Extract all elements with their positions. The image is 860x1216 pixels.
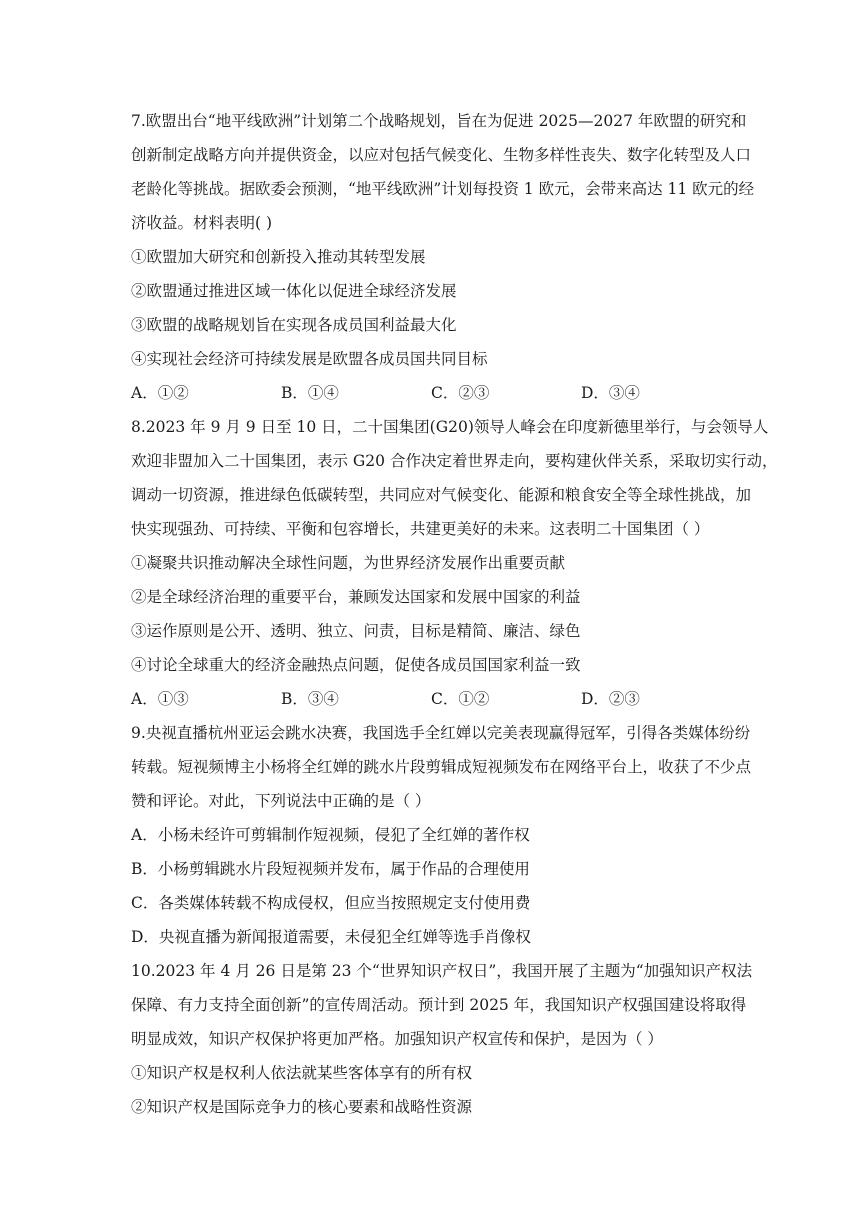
statement-option: ②欧盟通过推进区域一体化以促进全球经济发展 <box>131 282 457 300</box>
statement-option: ②是全球经济治理的重要平台，兼顾发达国家和发展中国家的利益 <box>131 588 581 606</box>
choice-c[interactable]: C．①② <box>431 690 490 708</box>
question-stem-line: 调动一切资源，推进绿色低碳转型，共同应对气候变化、能源和粮食安全等全球性挑战，加 <box>131 486 752 504</box>
question-8 <box>131 410 778 716</box>
exam-page <box>131 104 778 1124</box>
choice-d[interactable]: D．③④ <box>581 384 640 402</box>
question-9 <box>131 716 752 954</box>
statement-option: ①欧盟加大研究和创新投入推动其转型发展 <box>131 248 426 266</box>
choice-a[interactable]: A．①③ <box>131 690 189 708</box>
question-stem-line: 8.2023 年 9 月 9 日至 10 日，二十国集团(G20)领导人峰会在印度新德里举行，与会领导人 <box>131 418 769 436</box>
statement-option: ③运作原则是公开、透明、独立、问责，目标是精简、廉洁、绿色 <box>131 622 581 640</box>
question-stem-line: 快实现强劲、可持续、平衡和包容增长，共建更美好的未来。这表明二十国集团（ ） <box>131 520 710 538</box>
choice-a[interactable]: A．小杨未经许可剪辑制作短视频，侵犯了全红婵的著作权 <box>131 826 530 844</box>
choice-a[interactable]: A．①② <box>131 384 189 402</box>
answer-choices <box>131 376 731 410</box>
choice-c[interactable]: C．各类媒体转载不构成侵权，但应当按照规定支付使用费 <box>131 894 531 912</box>
answer-choices <box>131 682 731 716</box>
choice-d[interactable]: D．央视直播为新闻报道需要，未侵犯全红婵等选手肖像权 <box>131 928 531 946</box>
statement-option: ④实现社会经济可持续发展是欧盟各成员国共同目标 <box>131 350 488 368</box>
question-stem-line: 欢迎非盟加入二十国集团，表示 G20 合作决定着世界走向，要构建伙伴关系，采取切实行动， <box>131 452 778 470</box>
statement-option: ②知识产权是国际竞争力的核心要素和战略性资源 <box>131 1098 473 1116</box>
choice-b[interactable]: B．③④ <box>281 690 339 708</box>
choice-b[interactable]: B．①④ <box>281 384 339 402</box>
choice-b[interactable]: B．小杨剪辑跳水片段短视频并发布，属于作品的合理使用 <box>131 860 530 878</box>
question-stem-line: 创新制定战略方向并提供资金，以应对包括气候变化、生物多样性丧失、数字化转型及人口 <box>131 146 752 164</box>
statement-option: ①凝聚共识推动解决全球性问题，为世界经济发展作出重要贡献 <box>131 554 566 572</box>
question-stem-line: 老龄化等挑战。据欧委会预测，“地平线欧洲”计划每投资 1 欧元，会带来高达 11 欧元的经 <box>131 180 755 198</box>
statement-option: ③欧盟的战略规划旨在实现各成员国利益最大化 <box>131 316 457 334</box>
question-7 <box>131 104 755 410</box>
choice-d[interactable]: D．②③ <box>581 690 640 708</box>
question-stem-line: 转载。短视频博主小杨将全红婵的跳水片段剪辑成短视频发布在网络平台上，收获了不少点 <box>131 758 752 776</box>
question-stem-line: 明显成效，知识产权保护将更加严格。加强知识产权宣传和保护，是因为（ ） <box>131 1030 663 1048</box>
choice-c[interactable]: C．②③ <box>431 384 490 402</box>
statement-option: ①知识产权是权利人依法就某些客体享有的所有权 <box>131 1064 473 1082</box>
question-stem-line: 赞和评论。对此，下列说法中正确的是（ ） <box>131 792 431 810</box>
question-stem-line: 10.2023 年 4 月 26 日是第 23 个“世界知识产权日”，我国开展了主题为“加强知识产权法 <box>131 962 753 980</box>
question-10 <box>131 954 753 1124</box>
question-stem-line: 济收益。材料表明( ) <box>131 214 273 232</box>
question-stem-line: 7.欧盟出台“地平线欧洲”计划第二个战略规划，旨在为促进 2025—2027 年欧盟的研究和 <box>131 112 747 130</box>
question-stem-line: 保障、有力支持全面创新”的宣传周活动。预计到 2025 年，我国知识产权强国建设将取得 <box>131 996 747 1014</box>
question-stem-line: 9.央视直播杭州亚运会跳水决赛，我国选手全红婵以完美表现赢得冠军，引得各类媒体纷纷 <box>131 724 751 742</box>
statement-option: ④讨论全球重大的经济金融热点问题，促使各成员国国家利益一致 <box>131 656 581 674</box>
